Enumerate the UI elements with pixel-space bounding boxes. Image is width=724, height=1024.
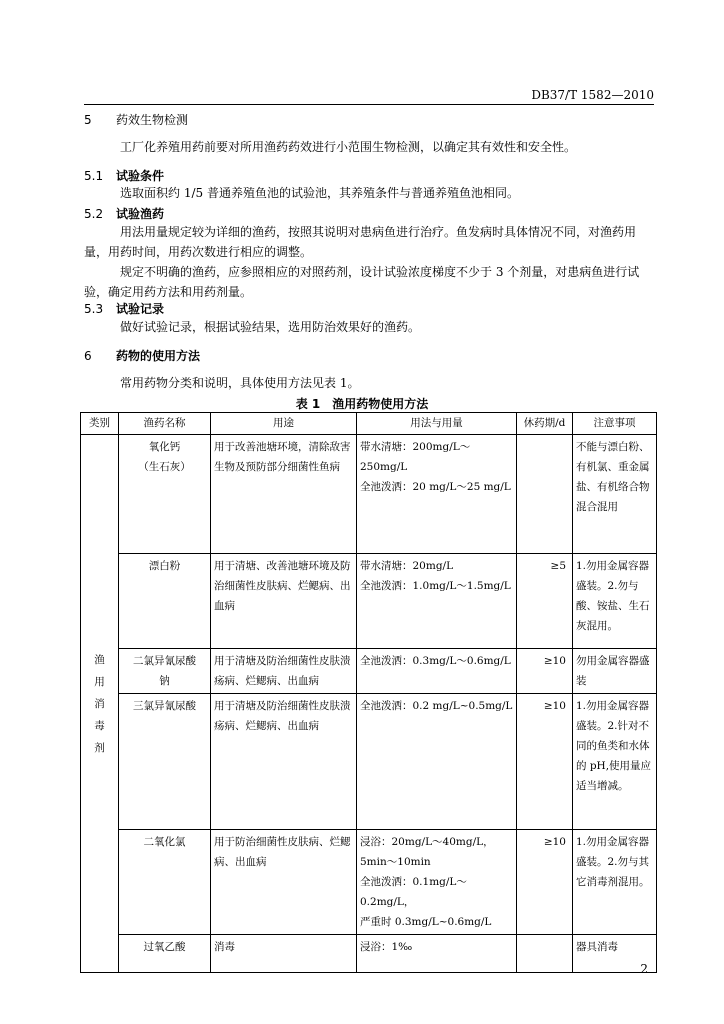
section-5-2-para-2: 规定不明确的渔药，应参照相应的对照药剂，设计试验浓度梯度不少于 3 个剂量，对患病鱼进行试验，确定用药方法和用药剂量。: [84, 265, 640, 299]
table-row: [81, 935, 657, 973]
method-cell: 带水清塘：20mg/L 全池泼洒：1.0mg/L～1.5mg/L: [357, 554, 517, 649]
table-row: [81, 694, 657, 830]
section-5-heading: [84, 111, 188, 128]
section-6-title: 药物的使用方法: [116, 349, 201, 363]
drug-name-cell: 二氯异氰尿酸 钠: [119, 649, 211, 694]
table-caption: 表 1 渔用药物使用方法: [295, 397, 429, 411]
drug-name-cell: 三氯异氰尿酸: [119, 694, 211, 830]
withdrawal-cell: ≥10: [517, 649, 573, 694]
drug-name-cell: 二氧化氯: [119, 830, 211, 935]
withdrawal-cell: [517, 935, 573, 973]
table-row: [81, 435, 657, 554]
use-cell: 用于清塘及防治细菌性皮肤溃疡病、烂鳃病、出血病: [211, 649, 357, 694]
drug-name-cell: 漂白粉: [119, 554, 211, 649]
withdrawal-cell: ≥10: [517, 830, 573, 935]
section-5-3-number: 5.3: [84, 302, 104, 316]
section-5-3-text: 做好试验记录，根据试验结果，选用防治效果好的渔药。: [120, 320, 421, 334]
section-5-1-text: 选取面积约 1/5 普通养殖鱼池的试验池，其养殖条件与普通养殖鱼池相同。: [120, 186, 519, 200]
notes-cell: 1.勿用金属容器盛装。2.勿与其它消毒剂混用。: [573, 830, 657, 935]
method-cell: 带水清塘：200mg/L～250mg/L 全池泼洒：20 mg/L～25 mg/L: [357, 435, 517, 554]
section-5-intro: 工厂化养殖用药前要对所用渔药药效进行小范围生物检测，以确定其有效性和安全性。: [120, 140, 577, 154]
section-5-3-heading: [84, 300, 164, 317]
header-use: 用途: [211, 413, 357, 435]
notes-cell: 勿用金属容器盛装: [573, 649, 657, 694]
section-5-number: 5: [84, 113, 92, 127]
section-5-2-heading: [84, 205, 164, 222]
section-6-number: 6: [84, 349, 92, 363]
use-cell: 用于清塘及防治细菌性皮肤溃疡病、烂鳃病、出血病: [211, 694, 357, 830]
section-6-heading: [84, 347, 200, 364]
standard-code: DB37/T 1582—2010: [531, 88, 654, 102]
header-withdrawal: 休药期/d: [517, 413, 573, 435]
use-cell: 用于改善池塘环境，清除敌害生物及预防部分细菌性鱼病: [211, 435, 357, 554]
section-5-3-title: 试验记录: [116, 302, 165, 316]
method-cell: 浸浴：1‰: [357, 935, 517, 973]
header-category: 类别: [81, 413, 119, 435]
section-6-text: 常用药物分类和说明，具体使用方法见表 1。: [120, 376, 360, 390]
withdrawal-cell: ≥10: [517, 694, 573, 830]
section-5-1-number: 5.1: [84, 169, 104, 183]
table-row: [81, 830, 657, 935]
section-5-1-title: 试验条件: [116, 169, 165, 183]
use-cell: 消毒: [211, 935, 357, 973]
table-row: [81, 649, 657, 694]
withdrawal-cell: ≥5: [517, 554, 573, 649]
use-cell: 用于防治细菌性皮肤病、烂鳃病、出血病: [211, 830, 357, 935]
header-name: 渔药名称: [119, 413, 211, 435]
drug-name-cell: 氧化钙 （生石灰）: [119, 435, 211, 554]
header-method: 用法与用量: [357, 413, 517, 435]
page-number: 2: [640, 962, 648, 976]
notes-cell: 1.勿用金属容器盛装。2.针对不同的鱼类和水体的 pH,使用量应适当增减。: [573, 694, 657, 830]
section-5-2-para-1: 用法用量规定较为详细的渔药，按照其说明对患病鱼进行治疗。鱼发病时具体情况不同，对渔药用量，用药时间，用药次数进行相应的调整。: [84, 225, 637, 259]
header-rule: [84, 104, 654, 105]
category-cell: 渔 用 消 毒 剂: [81, 435, 119, 973]
drug-usage-table: [80, 412, 657, 973]
withdrawal-cell: [517, 435, 573, 554]
notes-cell: 器具消毒: [573, 935, 657, 973]
method-cell: 全池泼洒：0.3mg/L～0.6mg/L: [357, 649, 517, 694]
table-row: [81, 554, 657, 649]
method-cell: 全池泼洒：0.2 mg/L~0.5mg/L: [357, 694, 517, 830]
drug-name-cell: 过氧乙酸: [119, 935, 211, 973]
table-header-row: [81, 413, 657, 435]
section-5-title: 药效生物检测: [116, 113, 189, 127]
notes-cell: 不能与漂白粉、有机氯、重金属盐、有机络合物混合混用: [573, 435, 657, 554]
section-5-2-title: 试验渔药: [116, 207, 165, 221]
header-notes: 注意事项: [573, 413, 657, 435]
notes-cell: 1.勿用金属容器盛装。2.勿与酸、铵盐、生石灰混用。: [573, 554, 657, 649]
method-cell: 浸浴：20mg/L～40mg/L，5min～10min 全池泼洒：0.1mg/L～0.2mg/L， 严重时 0.3mg/L~0.6mg/L: [357, 830, 517, 935]
use-cell: 用于清塘、改善池塘环境及防治细菌性皮肤病、烂鳃病、出血病: [211, 554, 357, 649]
section-5-2-number: 5.2: [84, 207, 104, 221]
section-5-1-heading: [84, 167, 164, 184]
